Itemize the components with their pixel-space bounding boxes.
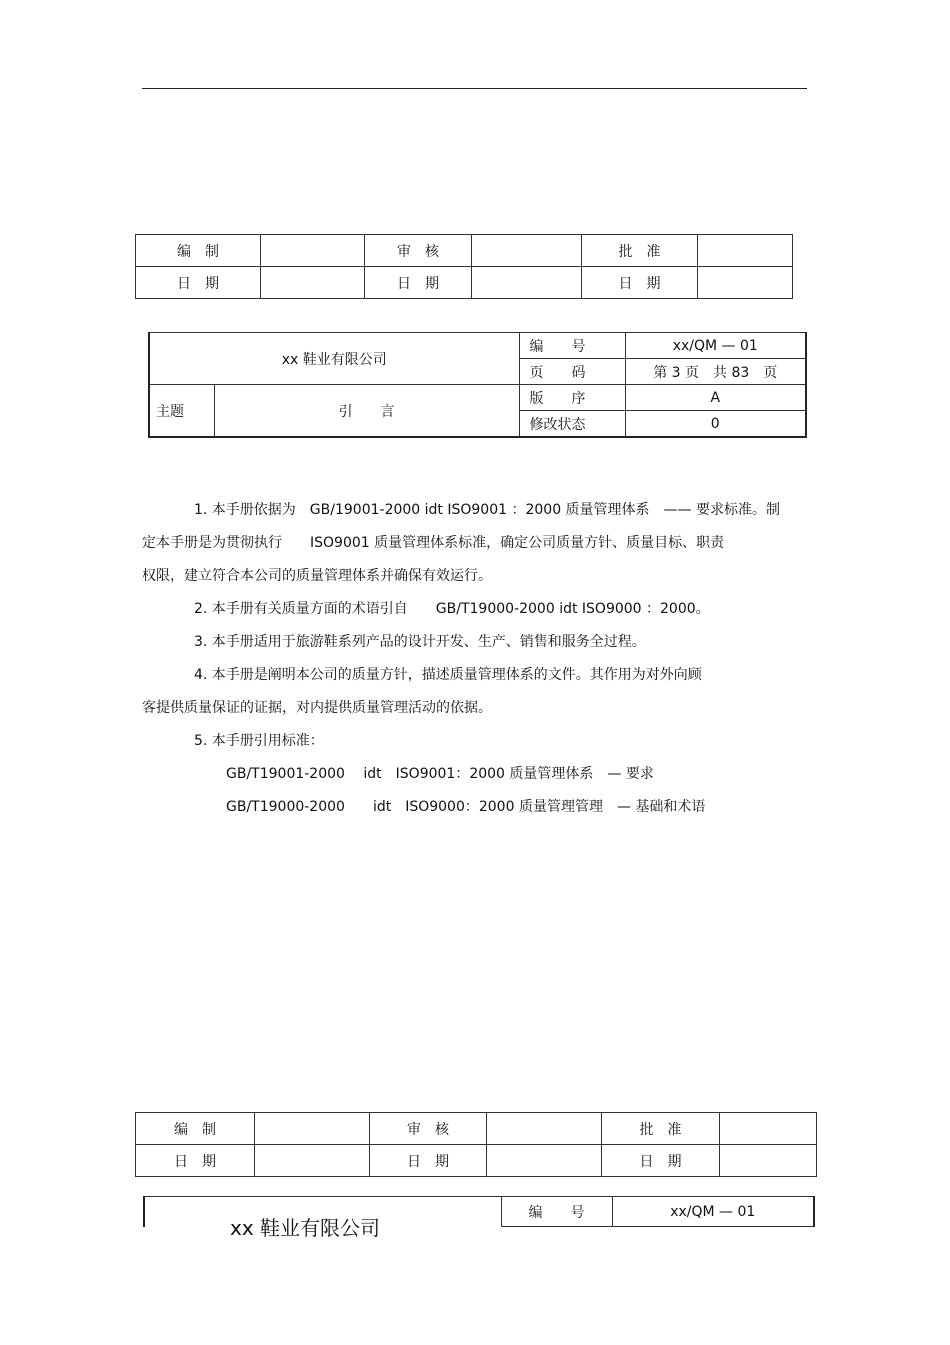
paragraph-4-line-2: 客提供质量保证的证据，对内提供质量管理活动的依据。 — [142, 700, 492, 716]
page-label: 页 码 — [519, 359, 625, 385]
date-value — [261, 267, 365, 299]
introduction-body — [142, 494, 802, 824]
date-label: 日 期 — [365, 267, 472, 299]
prepared-value — [255, 1113, 370, 1145]
prepared-value — [261, 235, 365, 267]
approved-value — [720, 1113, 817, 1145]
doc-number-label: 编 号 — [519, 333, 625, 359]
edition-value: A — [625, 385, 806, 411]
revision-value: 0 — [625, 411, 806, 438]
date-label: 日 期 — [136, 267, 261, 299]
date-value — [255, 1145, 370, 1177]
reviewed-label: 审 核 — [370, 1113, 487, 1145]
document-header-table — [148, 332, 807, 438]
paragraph-5: 5. 本手册引用标准： — [194, 733, 324, 749]
paragraph-1-line-2: 定本手册是为贯彻执行 ISO9001 质量管理体系标准，确定公司质量方针、质量目标、职责 — [142, 535, 725, 551]
edition-label: 版 序 — [519, 385, 625, 411]
reviewed-label: 审 核 — [365, 235, 472, 267]
date-value — [472, 267, 582, 299]
date-value — [720, 1145, 817, 1177]
date-label: 日 期 — [582, 267, 698, 299]
signature-row-prepared — [136, 235, 793, 267]
paragraph-4-line-1: 4. 本手册是阐明本公司的质量方针，描述质量管理体系的文件。其作用为对外向顾 — [194, 667, 702, 683]
reviewed-value — [472, 235, 582, 267]
header-rule — [142, 88, 807, 89]
approved-label: 批 准 — [582, 235, 698, 267]
approved-label: 批 准 — [602, 1113, 720, 1145]
reference-standard-1: GB/T19001-2000 idt ISO9001：2000 质量管理体系 — 要求 — [226, 766, 654, 782]
subject-title: 引 言 — [214, 385, 519, 438]
doc-number-label: 编 号 — [501, 1197, 612, 1227]
signature-row-prepared — [136, 1113, 817, 1145]
paragraph-3: 3. 本手册适用于旅游鞋系列产品的设计开发、生产、销售和服务全过程。 — [194, 634, 646, 650]
reviewed-value — [487, 1113, 602, 1145]
date-label: 日 期 — [602, 1145, 720, 1177]
date-label: 日 期 — [136, 1145, 255, 1177]
signature-row-date — [136, 267, 793, 299]
doc-number: xx/QM — 01 — [625, 333, 806, 359]
date-value — [698, 267, 793, 299]
revision-label: 修改状态 — [519, 411, 625, 438]
company-name-next-page: xx 鞋业有限公司 — [230, 1216, 381, 1240]
reference-standard-2: GB/T19000-2000 idt ISO9000：2000 质量管理管理 — 基础和术语 — [226, 799, 706, 815]
subject-label: 主题 — [149, 385, 214, 438]
signature-table-top — [135, 234, 793, 299]
signature-row-date — [136, 1145, 817, 1177]
doc-number: xx/QM — 01 — [612, 1197, 814, 1227]
date-label: 日 期 — [370, 1145, 487, 1177]
company-name: xx 鞋业有限公司 — [149, 333, 519, 385]
paragraph-1-line-1: 1. 本手册依据为 GB/19001-2000 idt ISO9001 ：2000 质量管理体系 —— 要求标准。制 — [194, 502, 781, 518]
paragraph-1-line-3: 权限，建立符合本公司的质量管理体系并确保有效运行。 — [142, 568, 492, 584]
date-value — [487, 1145, 602, 1177]
prepared-label: 编 制 — [136, 1113, 255, 1145]
prepared-label: 编 制 — [136, 235, 261, 267]
paragraph-2: 2. 本手册有关质量方面的术语引自 GB/T19000-2000 idt ISO9000 ：2000。 — [194, 601, 710, 617]
approved-value — [698, 235, 793, 267]
page-value: 第 3 页 共 83 页 — [625, 359, 806, 385]
signature-table-bottom — [135, 1112, 817, 1177]
